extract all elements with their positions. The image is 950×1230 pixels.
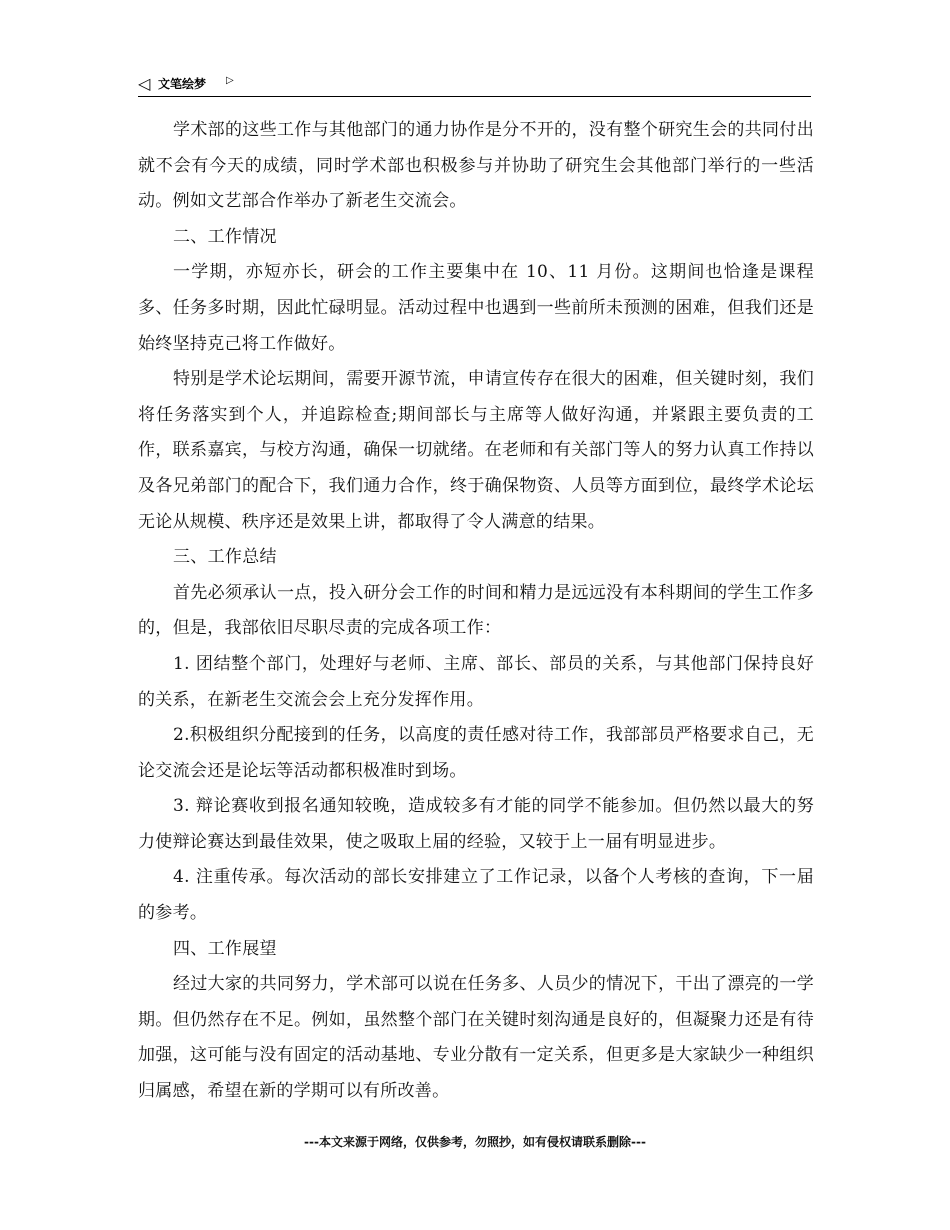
triangle-left-icon: ◁: [138, 74, 151, 93]
triangle-right-icon: ▷: [226, 75, 234, 86]
paragraph: 一学期，亦短亦长，研会的工作主要集中在 10、11 月份。这期间也恰逢是课程多、任务多时期，因此忙碌明显。活动过程中也遇到一些前所未预测的困难，但我们还是始终坚持克己将工作做好。: [138, 262, 814, 354]
list-item: 2.积极组织分配接到的任务，以高度的责任感对待工作，我部部员严格要求自己，无论交流会还是论坛等活动都积极准时到场。: [138, 725, 814, 781]
header-title: 文笔绘梦: [158, 77, 207, 91]
list-item: 1. 团结整个部门，处理好与老师、主席、部长、部员的关系，与其他部门保持良好的关系，在新老生交流会会上充分发挥作用。: [138, 653, 814, 710]
section-heading: 二、工作情况: [173, 226, 277, 247]
list-item: 3. 辩论赛收到报名通知较晚，造成较多有才能的同学不能参加。但仍然以最大的努力使辩论赛达到最佳效果，使之吸取上届的经验，又较于上一届有明显进步。: [138, 796, 814, 852]
section-heading: 三、工作总结: [173, 547, 277, 568]
footer-disclaimer: ---本文来源于网络，仅供参考，勿照抄，如有侵权请联系删除---: [304, 1135, 646, 1149]
paragraph: 特别是学术论坛期间，需要开源节流，申请宣传存在很大的困难，但关键时刻，我们将任务落实到个人，并追踪检查;期间部长与主席等人做好沟通，并紧跟主要负责的工作，联系嘉宾，与校方沟通，确保一切就绪。在老师和有关部门等人的努力认真工作持以及各兄弟部门的配合下，我们通力合作，终于确保物资、人员等方面到位，最终学术论坛无论从规模、秩序还是效果上讲，都取得了令人满意的结果。: [138, 369, 814, 532]
paragraph: 首先必须承认一点，投入研分会工作的时间和精力是远远没有本科期间的学生工作多的，但是，我部依旧尽职尽责的完成各项工作：: [138, 582, 814, 639]
page-header: [138, 72, 811, 97]
list-item: 4. 注重传承。每次活动的部长安排建立了工作记录，以备个人考核的查询，下一届的参考。: [138, 867, 814, 924]
paragraph: 学术部的这些工作与其他部门的通力协作是分不开的，没有整个研究生会的共同付出就不会有今天的成绩，同时学术部也积极参与并协助了研究生会其他部门举行的一些活动。例如文艺部合作举办了新老生交流会。: [138, 120, 814, 212]
document-body: [138, 113, 814, 1110]
section-heading: 四、工作展望: [173, 938, 277, 959]
paragraph: 经过大家的共同努力，学术部可以说在任务多、人员少的情况下，干出了漂亮的一学期。但仍然存在不足。例如，虽然整个部门在关键时刻沟通是良好的，但凝聚力还是有待加强，这可能与没有固定的活动基地、专业分散有一定关系，但更多是大家缺少一种组织归属感，希望在新的学期可以有所改善。: [138, 974, 814, 1102]
